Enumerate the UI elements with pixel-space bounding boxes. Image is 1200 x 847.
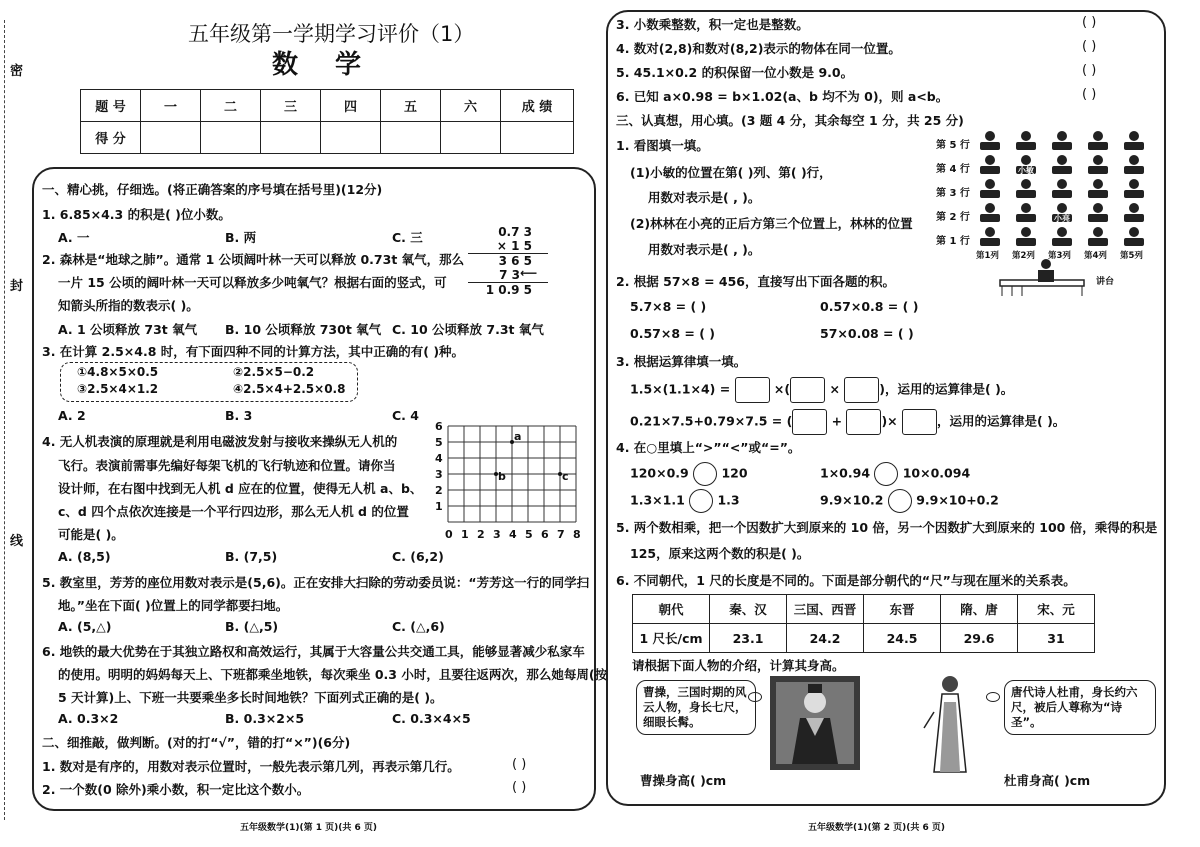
xiaomin-label: 小敏 [1018,166,1034,175]
question-2: 2. 森林是“地球之肺”。通常 1 公顷阔叶林一天可以释放 0.73t 氧气，那么 [42,252,465,267]
score-cell[interactable] [261,122,321,154]
score-cell[interactable] [201,122,261,154]
dufu-figure [920,672,980,778]
compare-circle[interactable] [874,462,898,486]
question-4-line: 飞行。表演前需事先编好每架飞机的飞行轨迹和位置。请你当 [58,458,396,473]
score-cell[interactable] [501,122,574,154]
xiaoliang-label: 小亮 [1054,214,1070,223]
vert-row [468,268,548,283]
x-label: 1 [461,528,469,541]
score-cell[interactable] [321,122,381,154]
fill-6: 6. 不同朝代，1 尺的长度是不同的。下面是部分朝代的“尺”与现在厘米的关系表。 [616,573,1076,588]
question-4-line: c、d 四个点依次连接是一个平行四边形，那么无人机 d 的位置 [58,504,409,519]
answer-box[interactable] [844,377,879,403]
compare-left: 120×0.9 [630,465,689,481]
compare-right: 1.3 [717,492,740,508]
x-label: 7 [557,528,565,541]
score-head: 成 绩 [501,90,574,122]
answer-box[interactable] [792,409,827,435]
dufu-height[interactable]: 杜甫身高( )cm [1004,773,1091,788]
option[interactable]: B. (△,5) [225,619,279,634]
fill-1: 1. 看图填一填。 [616,138,709,153]
answer-paren[interactable]: ( ) [1082,39,1097,54]
answer-box[interactable] [846,409,881,435]
teacher-desk-icon [998,258,1088,298]
fill-5: 5. 两个数相乘，把一个因数扩大到原来的 10 倍，另一个因数扩大到原来的 100 倍，乘得的积是 [616,520,1158,535]
law-name: ，运用的运算律是( )。 [885,381,1014,397]
method: ②2.5×5−0.2 [233,365,315,379]
vert-arrow-target: 7 3 [499,268,520,282]
score-table [80,89,574,154]
compare-right: 120 [721,465,748,481]
score-head: 一 [141,90,201,122]
score-cell[interactable] [141,122,201,154]
law-line-1: 1.5×(1.1×4) = ×( × )，运用的运算律是( )。 [630,377,1013,403]
dyn-head: 宋、元 [1018,595,1095,624]
compare-left: 1×0.94 [820,465,871,481]
dyn-cell: 24.2 [787,624,864,653]
y-label: 4 [435,452,443,465]
compare-right: 9.9×10+0.2 [916,492,999,508]
dyn-head: 东晋 [864,595,941,624]
compare-item [820,489,999,513]
arrow-left-icon: ⟵ [520,266,538,280]
binding-xian: 线 [10,534,24,549]
section-2-title: 二、细推敲，做判断。(对的打“√”，错的打“×”)(6分) [42,735,351,750]
fill-3: 3. 根据运算律填一填。 [616,354,747,369]
option[interactable]: B. (7,5) [225,549,278,564]
judge-4: 4. 数对(2,8)和数对(8,2)表示的物体在同一位置。 [616,41,901,56]
subject-title: 数 学 [272,50,376,80]
answer-box[interactable] [790,377,825,403]
law-line-2: 0.21×7.5+0.79×7.5 = ( + )× ，运用的运算律是( )。 [630,409,1065,435]
compare-item [630,489,740,513]
answer-paren[interactable]: ( ) [512,780,527,795]
col-label: 第5列 [1120,251,1143,261]
law-expr: 0.21×7.5+0.79×7.5 = ( [630,413,793,429]
option[interactable]: A. 0.3×2 [58,711,119,726]
dyn-cell: 24.5 [864,624,941,653]
fill-1a-line: 用数对表示是( , )。 [648,190,761,205]
vert-row: 1 0.9 5 [485,283,532,297]
method: ①4.8×5×0.5 [77,365,159,379]
option[interactable]: C. 0.3×4×5 [392,711,471,726]
vert-row: 3 6 5 [498,254,532,268]
option[interactable]: A. 一 [58,230,90,245]
caocao-height[interactable]: 曹操身高( )cm [640,773,727,788]
score-head: 二 [201,90,261,122]
question-2-line: 一片 15 公顷的阔叶林一天可以释放多少吨氧气？根据右面的竖式，可 [58,275,447,290]
compare-item [630,462,748,486]
dyn-cell: 1 尺长/cm [633,624,710,653]
dyn-cell: 31 [1018,624,1095,653]
score-cell[interactable] [381,122,441,154]
option[interactable]: A. 2 [58,408,86,423]
col-label: 第4列 [1084,251,1107,261]
option[interactable]: B. 两 [225,230,257,245]
dyn-cell: 29.6 [941,624,1018,653]
dyn-head: 秦、汉 [710,595,787,624]
methods-box [60,362,358,402]
y-label: 1 [435,500,443,513]
fill-6-note: 请根据下面人物的介绍，计算其身高。 [632,658,845,673]
answer-box[interactable] [902,409,937,435]
stage-label: 讲台 [1096,277,1115,287]
bubble-tail [748,692,762,702]
score-head: 六 [441,90,501,122]
compare-left: 1.3×1.1 [630,492,685,508]
dyn-cell: 23.1 [710,624,787,653]
section-1-title: 一、精心挑，仔细选。(将正确答案的序号填在括号里)(12分) [42,182,383,197]
score-cell[interactable] [441,122,501,154]
product-item[interactable]: 5.7×8 = ( ) [630,299,707,314]
row-label: 第 3 行 [936,188,970,199]
answer-paren[interactable]: ( ) [1082,15,1097,30]
x-label: 6 [541,528,549,541]
answer-paren[interactable]: ( ) [1082,63,1097,78]
dyn-head: 三国、西晋 [787,595,864,624]
question-5-line: 地。”坐在下面( )位置上的同学都要扫地。 [58,598,289,613]
judge-1: 1. 数对是有序的，用数对表示位置时，一般先表示第几列，再表示第几行。 [42,759,460,774]
question-6: 6. 地铁的最大优势在于其独立路权和高效运行，其属于大容量公共交通工具，能够显著减少私家车 [42,644,585,659]
option[interactable]: C. (6,2) [392,549,444,564]
judge-6: 6. 已知 a×0.98 = b×1.02(a、b 均不为 0)，则 a<b。 [616,89,949,104]
fill-5-line: 125，原来这两个数的积是( )。 [630,546,810,561]
product-item[interactable]: 57×0.08 = ( ) [820,326,914,341]
option[interactable]: B. 10 公顷释放 730t 氧气 [225,322,382,337]
option[interactable]: C. 4 [392,408,419,423]
binding-mi: 密 [10,64,24,79]
x-label: 4 [509,528,517,541]
col-label: 第1列 [976,251,999,261]
col-label: 第2列 [1012,251,1035,261]
coordinate-grid [432,422,582,544]
answer-paren[interactable]: ( ) [512,757,527,772]
question-6-line: 5 天计算)上、下班一共要乘坐多长时间地铁？下面列式正确的是( )。 [58,690,443,705]
question-2-line: 知箭头所指的数表示( )。 [58,298,199,313]
section-3-title: 三、认真想，用心填。(3 题 4 分，其余每空 1 分，共 25 分) [616,113,964,128]
x-label: 5 [525,528,533,541]
exam-title: 五年级第一学期学习评价（1） [188,22,475,46]
question-6-line: 的使用。明明的妈妈每天上、下班都乘坐地铁，每次乘坐 0.3 小时，且要往返两次，那么她每周(按 [58,667,608,682]
dyn-head: 隋、唐 [941,595,1018,624]
method: ③2.5×4×1.2 [77,382,159,396]
x-label: 0 [445,528,453,541]
product-item[interactable]: 0.57×0.8 = ( ) [820,299,919,314]
judge-2: 2. 一个数(0 除外)乘小数，积一定比这个数小。 [42,782,310,797]
vert-row: × 1 5 [468,239,548,254]
y-label: 5 [435,436,443,449]
binding-line [4,20,5,820]
row-label: 第 2 行 [936,212,970,223]
caocao-portrait [770,676,860,770]
option[interactable]: C. (△,6) [392,619,445,634]
option[interactable]: C. 10 公顷释放 7.3t 氧气 [392,322,544,337]
option[interactable]: A. (8,5) [58,549,111,564]
seating-chart [936,128,1162,298]
col-label: 第3列 [1048,251,1071,261]
vert-row: 0.7 3 [498,225,532,239]
law-expr: 1.5×(1.1×4) = [630,381,731,397]
compare-circle[interactable] [693,462,717,486]
score-head: 题 号 [81,90,141,122]
binding-feng: 封 [10,279,24,294]
compare-circle[interactable] [888,489,912,513]
fill-4: 4. 在○里填上“>”“<”或“=”。 [616,440,801,455]
score-label: 得 分 [81,122,141,154]
answer-paren[interactable]: ( ) [1082,87,1097,102]
question-5: 5. 教室里，芳芳的座位用数对表示是(5,6)。正在安排大扫除的劳动委员说：“芳芳这一行的同学扫 [42,575,590,590]
law-name: ，运用的运算律是( )。 [937,413,1066,429]
fill-1b-line: 用数对表示是( , )。 [648,242,761,257]
fill-2: 2. 根据 57×8 = 456，直接写出下面各题的积。 [616,274,895,289]
compare-left: 9.9×10.2 [820,492,884,508]
dufu-bubble: 唐代诗人杜甫，身长约六尺，被后人尊称为“诗圣”。 [1004,680,1156,735]
score-head: 四 [321,90,381,122]
point-c: c [562,470,569,483]
row-label: 第 5 行 [936,140,970,151]
option[interactable]: B. 3 [225,408,253,423]
question-4: 4. 无人机表演的原理就是利用电磁波发射与接收来操纵无人机的 [42,434,398,449]
product-item[interactable]: 0.57×8 = ( ) [630,326,715,341]
judge-3: 3. 小数乘整数，积一定也是整数。 [616,17,809,32]
page-footer: 五年级数学(1)(第 1 页)(共 6 页) [240,823,378,833]
score-head: 五 [381,90,441,122]
option[interactable]: B. 0.3×2×5 [225,711,305,726]
question-3: 3. 在计算 2.5×4.8 时，有下面四种不同的计算方法，其中正确的有( )种。 [42,344,465,359]
row-label: 第 1 行 [936,236,970,247]
y-label: 3 [435,468,443,481]
fill-1a: (1)小敏的位置在第( )列、第( )行， [630,165,832,180]
vertical-multiplication [468,225,548,297]
option[interactable]: A. 1 公顷释放 73t 氧气 [58,322,198,337]
page-footer: 五年级数学(1)(第 2 页)(共 6 页) [808,823,946,833]
method: ④2.5×4+2.5×0.8 [233,382,346,396]
row-label: 第 4 行 [936,164,970,175]
x-label: 8 [573,528,581,541]
compare-right: 10×0.094 [902,465,971,481]
question-4-line: 可能是( )。 [58,527,124,542]
y-label: 2 [435,484,443,497]
x-label: 2 [477,528,485,541]
answer-box[interactable] [735,377,770,403]
students-grid [976,128,1162,258]
score-head: 三 [261,90,321,122]
question-1: 1. 6.85×4.3 的积是( )位小数。 [42,207,231,222]
x-label: 3 [493,528,501,541]
point-b: b [498,470,506,483]
option[interactable]: C. 三 [392,230,423,245]
dynasty-table [632,594,1095,653]
dyn-head: 朝代 [633,595,710,624]
compare-circle[interactable] [689,489,713,513]
y-label: 6 [435,422,443,433]
caocao-bubble: 曹操，三国时期的风云人物，身长七尺，细眼长髯。 [636,680,756,735]
judge-5: 5. 45.1×0.2 的积保留一位小数是 9.0。 [616,65,854,80]
compare-item [820,462,970,486]
fill-1b: (2)林林在小亮的正后方第三个位置上，林林的位置 [630,216,913,231]
point-a: a [514,430,522,443]
question-4-line: 设计师，在右图中找到无人机 d 应在的位置，使得无人机 a、b、 [58,481,423,496]
bubble-tail [986,692,1000,702]
option[interactable]: A. (5,△) [58,619,112,634]
